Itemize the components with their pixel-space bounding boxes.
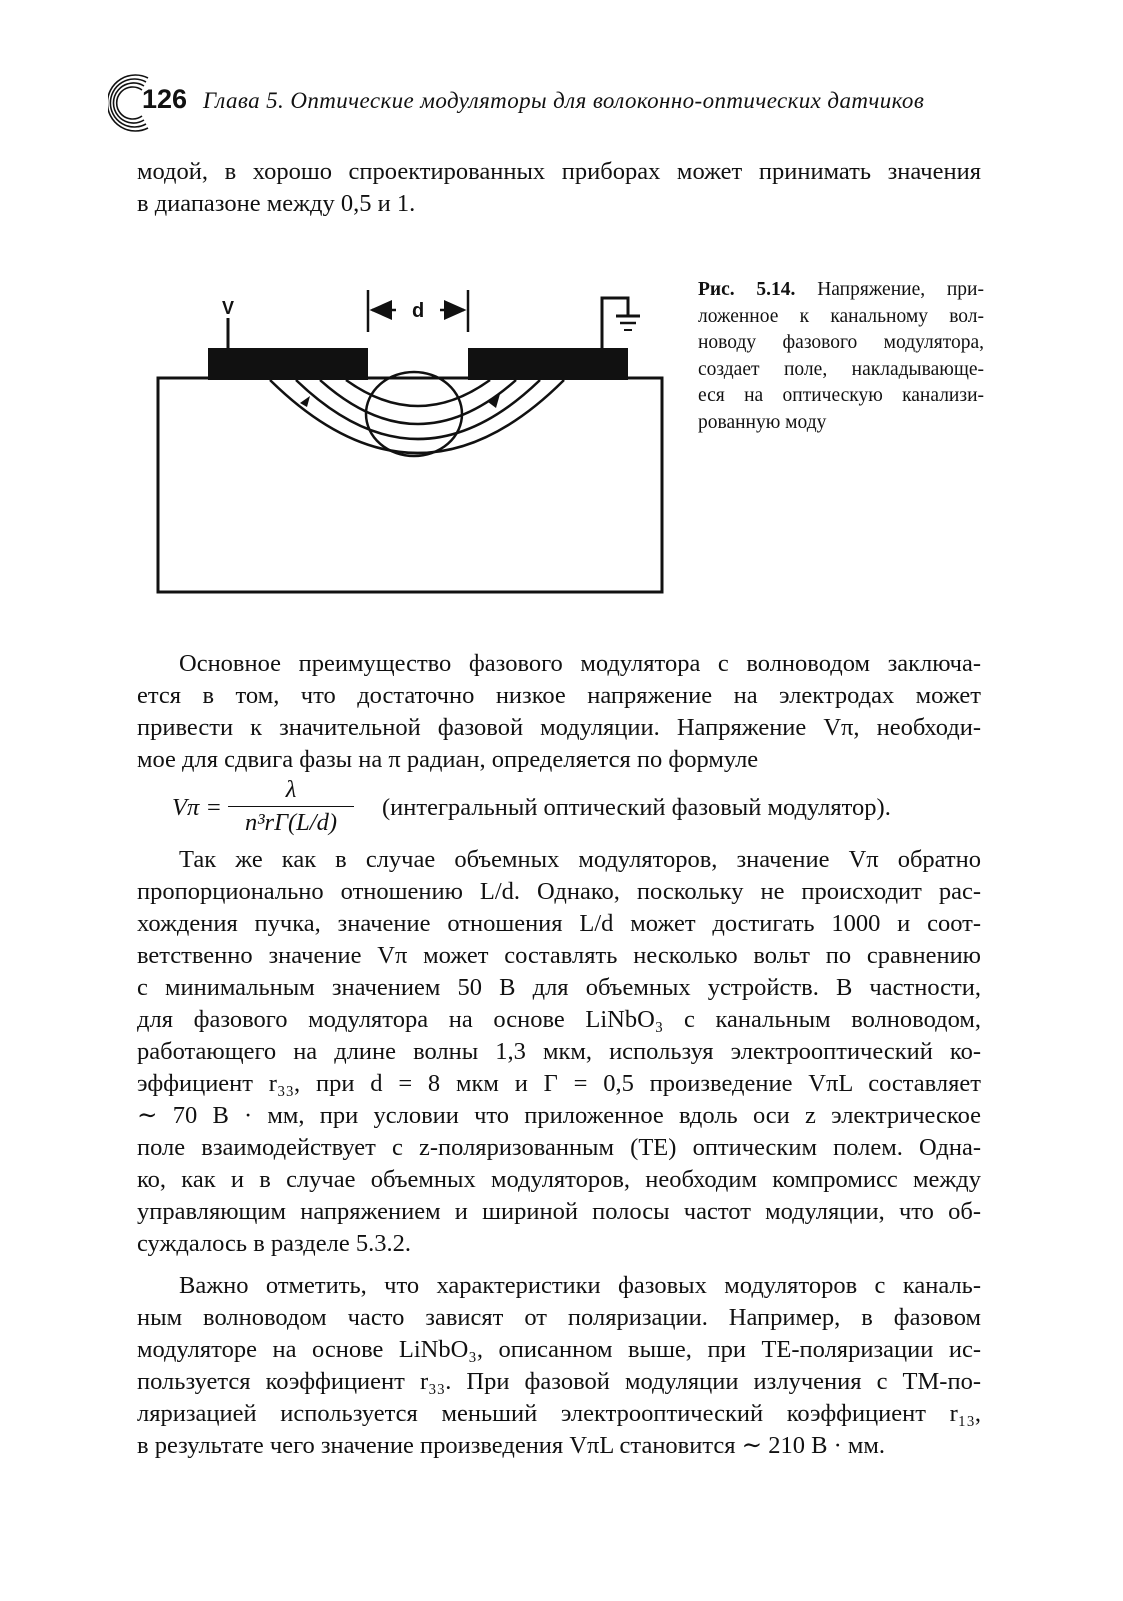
- caption-line: новоду фазового модулятора,: [698, 332, 984, 353]
- para2-line: ветственно значение Vπ может составлять несколько вольт по сравнению: [137, 942, 981, 969]
- caption-line: рованную моду: [698, 411, 827, 433]
- caption-line: ложенное к канальному вол-: [698, 305, 984, 327]
- page-number: 126: [142, 84, 188, 114]
- para2-line: Так же как в случае объемных модуляторов, значение Vπ обратно: [179, 846, 981, 873]
- fraction-bar: [228, 806, 354, 807]
- para2-line: с минимальным значением 50 В для объемных устройств. В частности,: [137, 974, 981, 1001]
- para3-line: в результате чего значение произведения VπL становится ∼ 210 В · мм.: [137, 1432, 886, 1459]
- formula-numerator: λ: [285, 776, 297, 803]
- field-line: [320, 380, 516, 424]
- para3-line: ным волноводом часто зависят от поляризации. Например, в фазовом: [137, 1304, 981, 1331]
- para2-line: эффициент r₃₃, при d = 8 мкм и Γ = 0,5 произведение VπL составляет: [137, 1070, 981, 1097]
- field-line: [270, 380, 564, 453]
- para1-line: Основное преимущество фазового модулятора с волноводом заключа-: [179, 650, 981, 677]
- formula-note: (интегральный оптический фазовый модулятор).: [382, 794, 891, 821]
- caption-line: создает поле, накладывающе-: [698, 358, 984, 380]
- para1-line: привести к значительной фазовой модуляции. Напряжение Vπ, необходи-: [137, 714, 981, 741]
- formula-denominator: n³rΓ(L/d): [244, 809, 338, 836]
- figure-caption: [698, 277, 984, 436]
- para2-line: хождения пучка, значение отношения L/d может достигать 1000 и соот-: [137, 910, 981, 937]
- figure-5-14: [150, 282, 670, 598]
- para2-line: ∼ 70 В · мм, при условии что приложенное вдоль оси z электрическое: [137, 1102, 981, 1129]
- caption-line: еся на оптическую канализи-: [698, 385, 984, 406]
- para1-line: ется в том, что достаточно низкое напряжение на электродах может: [137, 682, 981, 709]
- para2-line: пропорционально отношению L/d. Однако, поскольку не происходит рас-: [137, 878, 981, 905]
- d-label: d: [412, 300, 425, 322]
- para3-line: пользуется коэффициент r₃₃. При фазовой модуляции излучения с TM-по-: [137, 1368, 981, 1395]
- para2-line: работающего на длине волны 1,3 мкм, используя электрооптический ко-: [137, 1038, 981, 1065]
- intro-line: модой, в хорошо спроектированных приборах может принимать значения: [137, 158, 981, 185]
- para3-line: Важно отметить, что характеристики фазовых модуляторов с каналь-: [179, 1272, 981, 1299]
- caption-label: Рис. 5.14.: [698, 279, 796, 300]
- running-title: Глава 5. Оптические модуляторы для волоконно-оптических датчиков: [203, 88, 925, 113]
- para2-line: для фазового модулятора на основе LiNbO₃ с канальным волноводом,: [137, 1006, 981, 1033]
- v-label: V: [222, 298, 235, 318]
- para2-line: суждалось в разделе 5.3.2.: [137, 1230, 411, 1257]
- para2-line: управляющим напряжением и шириной полосы частот модуляции, что об-: [137, 1198, 981, 1225]
- para3-line: ляризацией используется меньший электрооптический коэффициент r₁₃,: [137, 1400, 981, 1427]
- para1-line: мое для сдвига фазы на π радиан, определяется по формуле: [137, 746, 759, 773]
- formula-lhs: Vπ =: [172, 794, 222, 821]
- formula-fraction: [228, 776, 354, 837]
- intro-line: в диапазоне между 0,5 и 1.: [137, 190, 416, 217]
- right-electrode: [468, 348, 628, 380]
- left-electrode: [208, 348, 368, 380]
- para2-line: поле взаимодействует с z-поляризованным (TE) оптическим полем. Одна-: [137, 1134, 981, 1161]
- para2-line: ко, как и в случае объемных модуляторов, необходим компромисс между: [137, 1166, 981, 1193]
- optical-mode: [366, 372, 462, 456]
- caption-line: Напряжение, при-: [817, 279, 984, 300]
- para3-line: модуляторе на основе LiNbO₃, описанном выше, при TE-поляризации ис-: [137, 1336, 981, 1363]
- substrate: [158, 378, 662, 592]
